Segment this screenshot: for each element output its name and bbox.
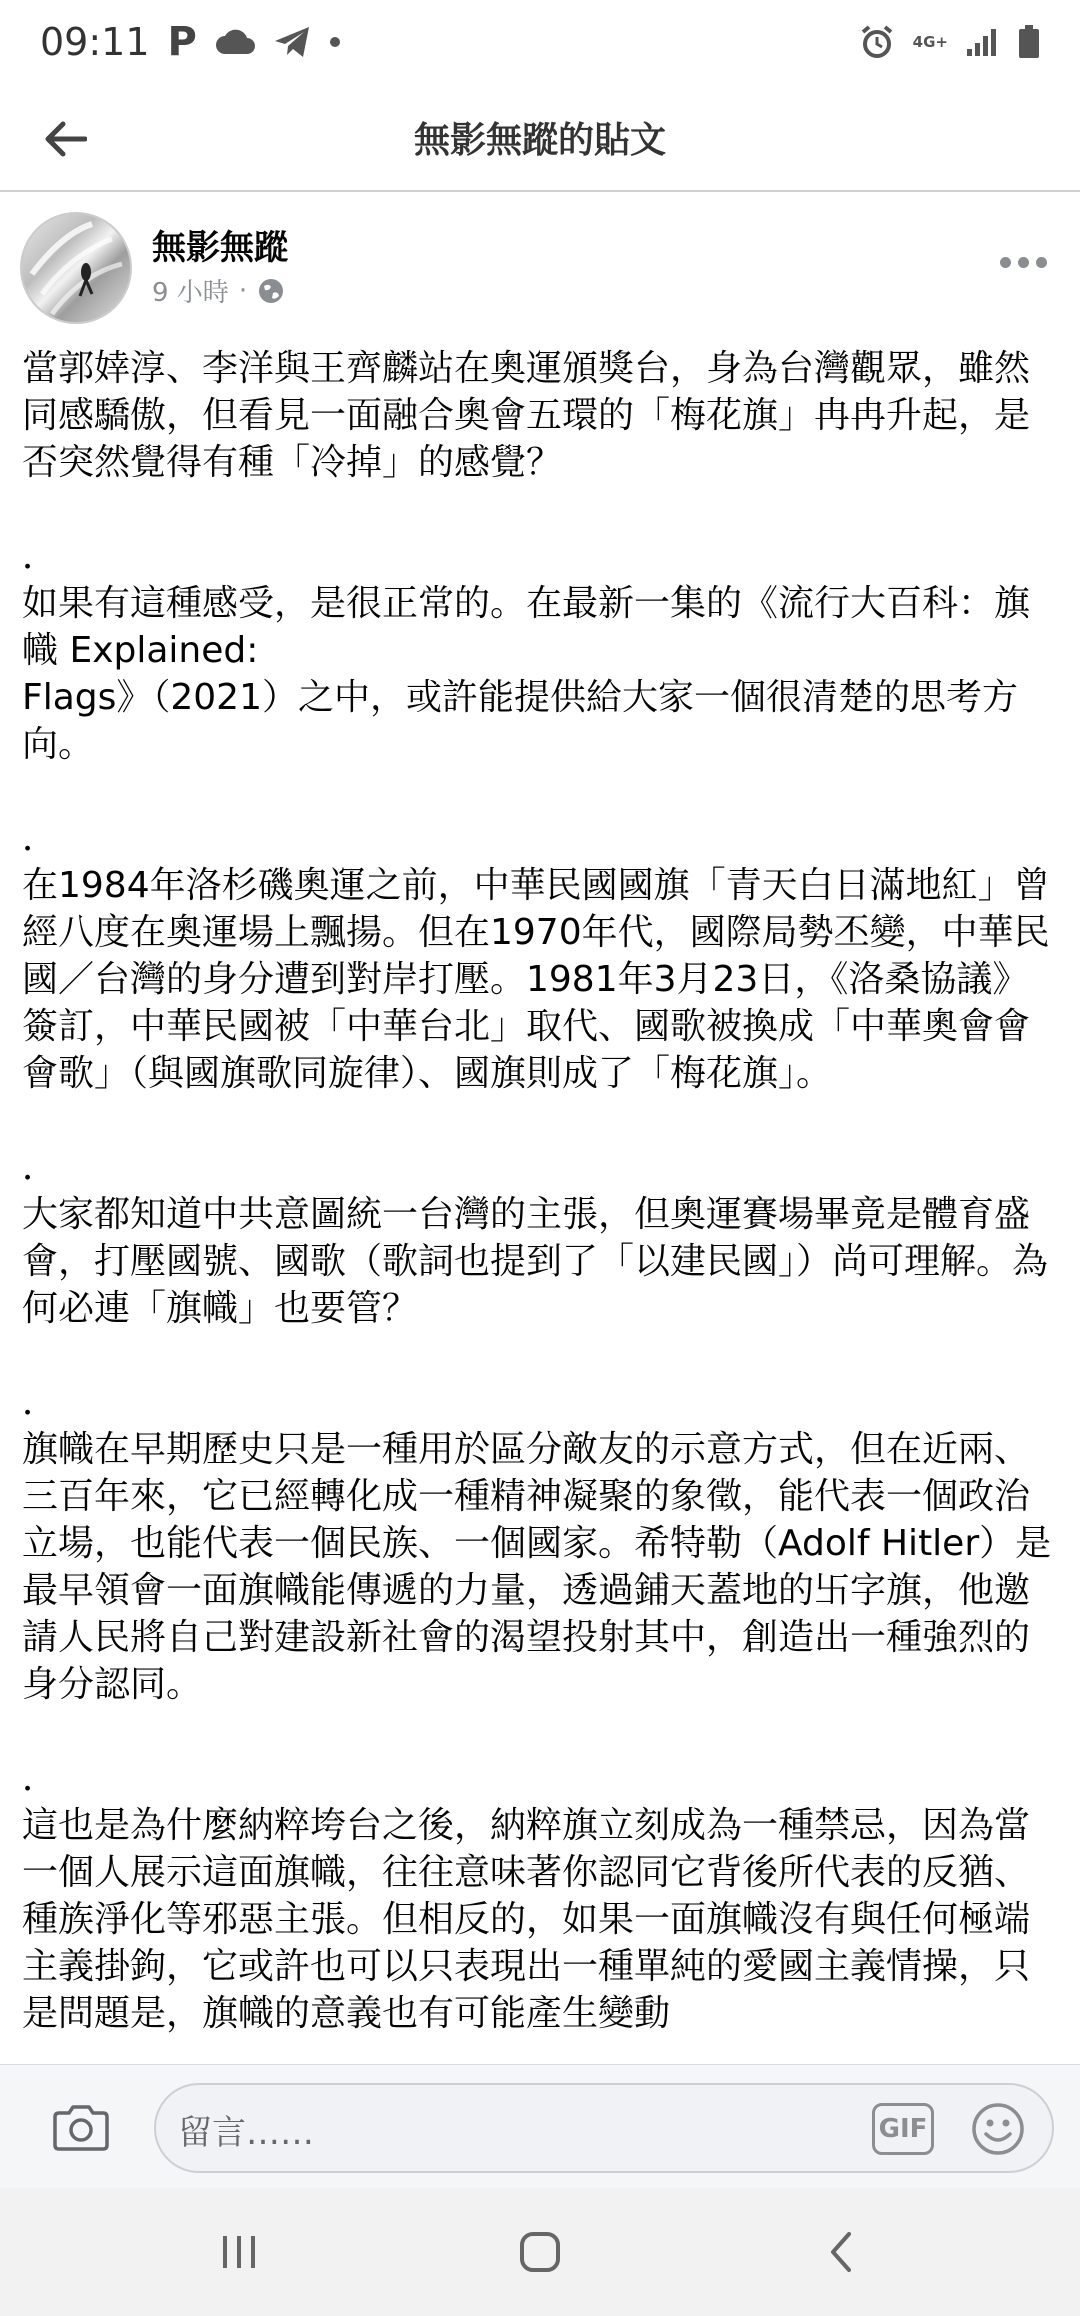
system-nav-bar bbox=[0, 2188, 1080, 2316]
signal-icon bbox=[966, 27, 1000, 57]
dot-icon bbox=[329, 36, 341, 48]
comment-input[interactable] bbox=[154, 2083, 1054, 2173]
more-options-button[interactable] bbox=[988, 232, 1058, 292]
post-time[interactable]: 9 小時 bbox=[152, 278, 229, 308]
page-title: 無影無蹤的貼文 bbox=[413, 119, 666, 161]
telegram-icon bbox=[273, 25, 311, 59]
alarm-icon bbox=[859, 24, 895, 60]
author-name[interactable]: 無影無蹤 bbox=[152, 228, 288, 268]
post-paragraph: 這也是為什麼納粹垮台之後，納粹旗立刻成為一種禁忌，因為當一個人展示這面旗幟，往往意味著你認同它背後所代表的反猶、種族淨化等邪惡主張。但相反的，如果一面旗幟沒有與任何極端主義掛鉤，它或許也可以只表現出一種單純的愛國主義情操，只是問題是，旗幟的意義也有可能產生變動 bbox=[22, 1805, 1031, 2034]
status-right bbox=[859, 24, 1040, 60]
cloud-icon bbox=[215, 28, 255, 56]
post-paragraph: 旗幟在早期歷史只是一種用於區分敵友的示意方式，但在近兩、三百年來，它已經轉化成一種精神凝聚的象徵，能代表一個政治立場，也能代表一個民族、一個國家。希特勒（Adolf Hitler）是最早領會一面旗幟能傳遞的力量，透過鋪天蓋地的卐字旗，他邀請人民將自己對建設新社會的渴望投射其中，創造出一種強烈的身分認同。 bbox=[22, 1429, 1052, 1705]
parking-icon: P bbox=[167, 19, 197, 65]
home-button[interactable] bbox=[505, 2222, 575, 2282]
post-paragraph: Flags》（2021）之中，或許能提供給大家一個很清楚的思考方向。 bbox=[22, 677, 1018, 765]
post-separator-dot: ． bbox=[22, 818, 59, 859]
nav-back-button[interactable] bbox=[806, 2222, 876, 2282]
arrow-left-icon bbox=[43, 121, 87, 157]
more-dot-icon bbox=[1036, 257, 1047, 268]
post-paragraph: 在1984年洛杉磯奧運之前，中華民國國旗「青天白日滿地紅」曾經八度在奧運場上飄揚。但在1970年代，國際局勢丕變，中華民國／台灣的身分遭到對岸打壓。1981年3月23日，《洛桑協議》簽訂，中華民國被「中華台北」取代、國歌被換成「中華奧會會會歌」（與國旗歌同旋律）、國旗則成了「梅花旗」。 bbox=[22, 865, 1050, 1094]
camera-button[interactable] bbox=[46, 2093, 116, 2163]
status-bar bbox=[0, 0, 1080, 84]
status-time: 09:11 bbox=[40, 20, 150, 64]
post-body bbox=[22, 345, 1062, 2062]
post-separator-dot: ． bbox=[22, 1382, 59, 1423]
emoji-icon bbox=[971, 2102, 1025, 2156]
app-header bbox=[0, 84, 1080, 192]
post-separator-dot: ． bbox=[22, 536, 59, 577]
globe-icon bbox=[257, 277, 285, 305]
more-dot-icon bbox=[1000, 257, 1011, 268]
gif-button[interactable]: GIF bbox=[872, 2103, 934, 2155]
emoji-button[interactable] bbox=[968, 2099, 1028, 2159]
post-separator-dot: ． bbox=[22, 1147, 59, 1188]
post-header bbox=[0, 192, 1080, 342]
comment-placeholder: 留言…… bbox=[178, 2113, 314, 2153]
comment-bar bbox=[0, 2064, 1080, 2188]
back-icon bbox=[825, 2230, 857, 2274]
post-meta bbox=[152, 272, 285, 309]
post-separator-dot: ． bbox=[22, 1758, 59, 1799]
battery-icon bbox=[1018, 25, 1040, 59]
post-paragraph: 大家都知道中共意圖統一台灣的主張，但奧運賽場畢竟是體育盛會，打壓國號、國歌（歌詞也提到了「以建民國」）尚可理解。為何必連「旗幟」也要管？ bbox=[22, 1194, 1049, 1329]
status-left bbox=[40, 19, 341, 65]
network-type bbox=[913, 35, 948, 49]
home-icon bbox=[517, 2229, 563, 2275]
recent-apps-icon bbox=[217, 2232, 261, 2272]
avatar[interactable] bbox=[20, 212, 132, 324]
meta-separator: · bbox=[238, 275, 248, 306]
more-dot-icon bbox=[1018, 257, 1029, 268]
post-paragraph: 當郭婞淳、李洋與王齊麟站在奧運頒獎台，身為台灣觀眾，雖然同感驕傲，但看見一面融合奧會五環的「梅花旗」冉冉升起，是否突然覺得有種「冷掉」的感覺？ bbox=[22, 348, 1031, 483]
network-label: 4G+ bbox=[912, 33, 948, 51]
post-paragraph: 如果有這種感受，是很正常的。在最新一集的《流行大百科：旗幟 Explained: bbox=[22, 583, 1031, 671]
avatar-image bbox=[22, 214, 132, 324]
camera-icon bbox=[51, 2103, 111, 2153]
back-button[interactable] bbox=[30, 104, 100, 174]
recent-apps-button[interactable] bbox=[204, 2222, 274, 2282]
